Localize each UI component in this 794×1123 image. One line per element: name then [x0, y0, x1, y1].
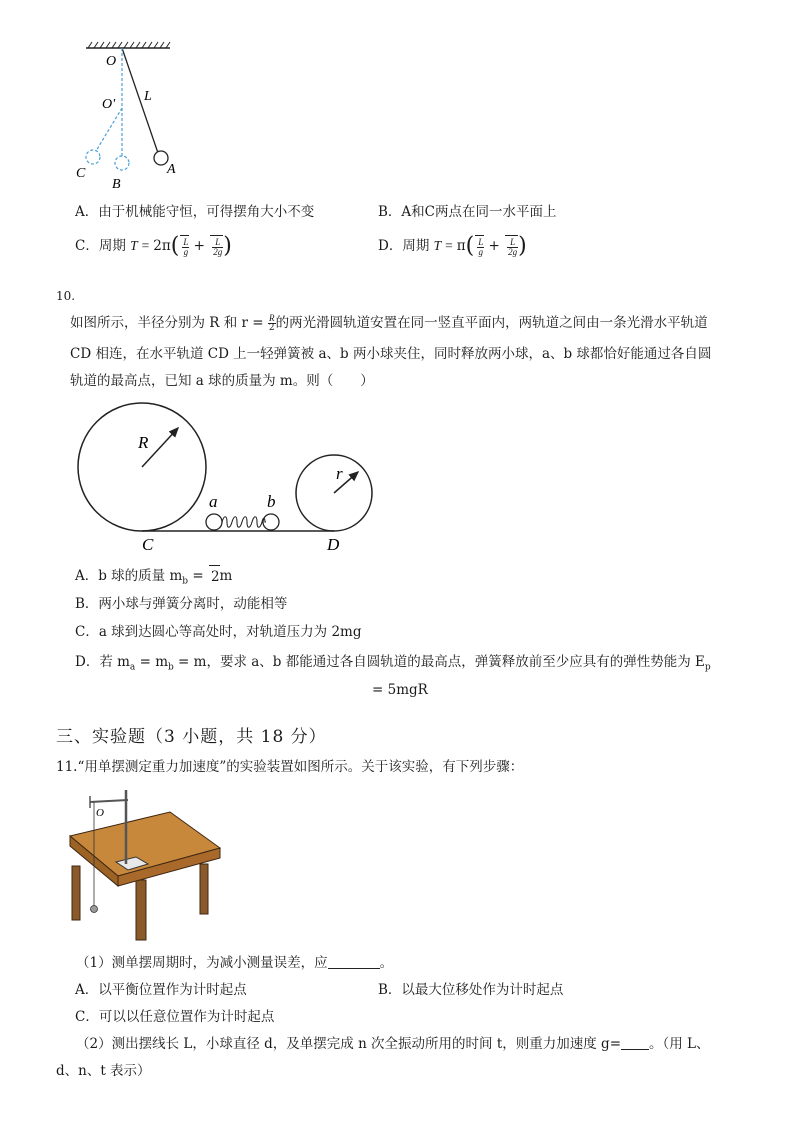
q11-stem: 11.“用单摆测定重力加速度”的实验装置如图所示。关于该实验，有下列步骤： [56, 759, 524, 775]
q11-part1 [76, 953, 393, 973]
q10-option-a-unit: m [219, 568, 233, 584]
frac-num-L: L [478, 237, 484, 247]
q10-option-a-sub: b [182, 576, 189, 587]
label-a: a [209, 492, 218, 511]
answer-blank-2[interactable] [621, 1035, 649, 1050]
q11-part2-text: （2）测出摆线长 L，小球直径 d，及单摆完成 n 次全振动所用的时间 t，则重力加速度 g= [76, 1036, 622, 1052]
q10-option-d-line2: = 5mgR [372, 682, 428, 698]
q9-option-c-coef: 2π [153, 238, 171, 254]
plus-sign: + [193, 238, 205, 254]
label-R: R [138, 433, 149, 452]
q10-option-d-mid: = m [135, 654, 168, 670]
frac-num-L: L [507, 238, 518, 248]
frac-num-L: L [183, 237, 189, 247]
q10-stem-part-b: 的两光滑圆轨道安置在同一竖直平面内，两轨道之间由一条光滑水平轨道 [275, 315, 708, 331]
label-B: B [112, 177, 121, 192]
q10-option-d-text: D．若 m [75, 654, 130, 670]
q10-stem-line2: CD 相连，在水平轨道 CD 上一轻弹簧被 a、b 两小球夹住，同时释放两小球，a、b 球都恰好能通过各自圆 [70, 346, 712, 362]
sub-p: p [704, 662, 711, 673]
q10-option-a[interactable] [75, 565, 232, 593]
q11-option-c[interactable]: C．可以以任意位置作为计时起点 [75, 1009, 275, 1025]
spring [222, 517, 266, 528]
section-title: 三、实验题（3 小题，共 18 分） [56, 727, 327, 747]
q10-option-c[interactable]: C．a 球到达圆心等高处时，对轨道压力为 2mg [75, 624, 362, 640]
frac-num-R: R [269, 313, 275, 323]
pendulum-apparatus-figure [60, 782, 230, 944]
ball-a [206, 514, 222, 530]
q10-option-a-sqrt: 2 [209, 565, 220, 588]
q10-option-d[interactable] [75, 651, 711, 679]
q9-option-a[interactable]: A．由于机械能守恒，可得摆角大小不变 [75, 204, 315, 220]
frac-num-L: L [212, 238, 223, 248]
label-r: r [336, 464, 343, 483]
label-C: C [76, 166, 86, 181]
q11-option-a[interactable]: A．以平衡位置作为计时起点 [75, 982, 247, 998]
q11-part1-text: （1）测单摆周期时，为减小测量误差，应 [76, 955, 328, 971]
q11-option-b[interactable]: B．以最大位移处作为计时起点 [378, 982, 564, 998]
label-L: L [144, 89, 152, 104]
label-C: C [142, 535, 154, 554]
q9-option-c-prefix: C．周期 [75, 238, 126, 254]
frac-den-2: 2 [268, 323, 275, 333]
q11-part2 [76, 1034, 710, 1054]
pendulum-figure [70, 36, 190, 196]
q9-option-b[interactable]: B．A和C两点在同一水平面上 [378, 204, 557, 220]
answer-blank-1[interactable] [328, 954, 380, 969]
q11-part1-end: 。 [379, 955, 394, 971]
sub-b: b [168, 662, 174, 673]
q9-option-d-prefix: D．周期 [378, 238, 430, 254]
q9-option-d[interactable]: D．周期 T = π( $\frac{L}{g}$ + $\frac{L}{2g}$ ) [378, 233, 527, 259]
plus-sign: + [488, 238, 500, 254]
label-b: b [267, 492, 276, 511]
frac-den-2g: 2g [508, 247, 518, 257]
q10-stem-line3: 轨道的最高点，已知 a 球的质量为 m。则（ ） [70, 373, 374, 389]
q9-option-c-T: T = [130, 238, 154, 253]
q11-part2-end: 。（用 L、 [649, 1036, 710, 1052]
label-O: O [106, 54, 117, 69]
q10-number: 10. [56, 289, 76, 303]
q9-option-c[interactable]: C．周期 T = 2π( $\frac{L}{g}$ + $\frac{L}{2g}$ ) [75, 233, 232, 259]
label-O-prime: O' [102, 97, 116, 112]
q10-stem-part-a: 如图所示，半径分别为 R 和 r = [70, 315, 268, 331]
q10-option-a-text: A．b 球的质量 m [75, 568, 183, 584]
q9-option-d-coef: π [456, 238, 466, 254]
label-A: A [167, 162, 176, 177]
q9-option-d-T: T = [433, 238, 457, 253]
q11-part2-line2: d、n、t 表示） [56, 1063, 151, 1079]
q10-stem-line1 [70, 313, 708, 333]
label-D: D [327, 535, 340, 554]
frac-den-g: g [183, 247, 189, 257]
q10-option-d-rest: = m，要求 a、b 都能通过各自圆轨道的最高点，弹簧释放前至少应具有的弹性势能为 E [173, 654, 705, 670]
circular-tracks-figure [70, 398, 390, 558]
label-O: O [96, 807, 104, 819]
frac-den-g: g [478, 247, 483, 257]
frac-den-2g: 2g [213, 247, 223, 257]
sub-a: a [129, 662, 136, 673]
q10-option-b[interactable]: B．两小球与弹簧分离时，动能相等 [75, 596, 288, 612]
q10-option-a-eq: = [188, 568, 208, 584]
